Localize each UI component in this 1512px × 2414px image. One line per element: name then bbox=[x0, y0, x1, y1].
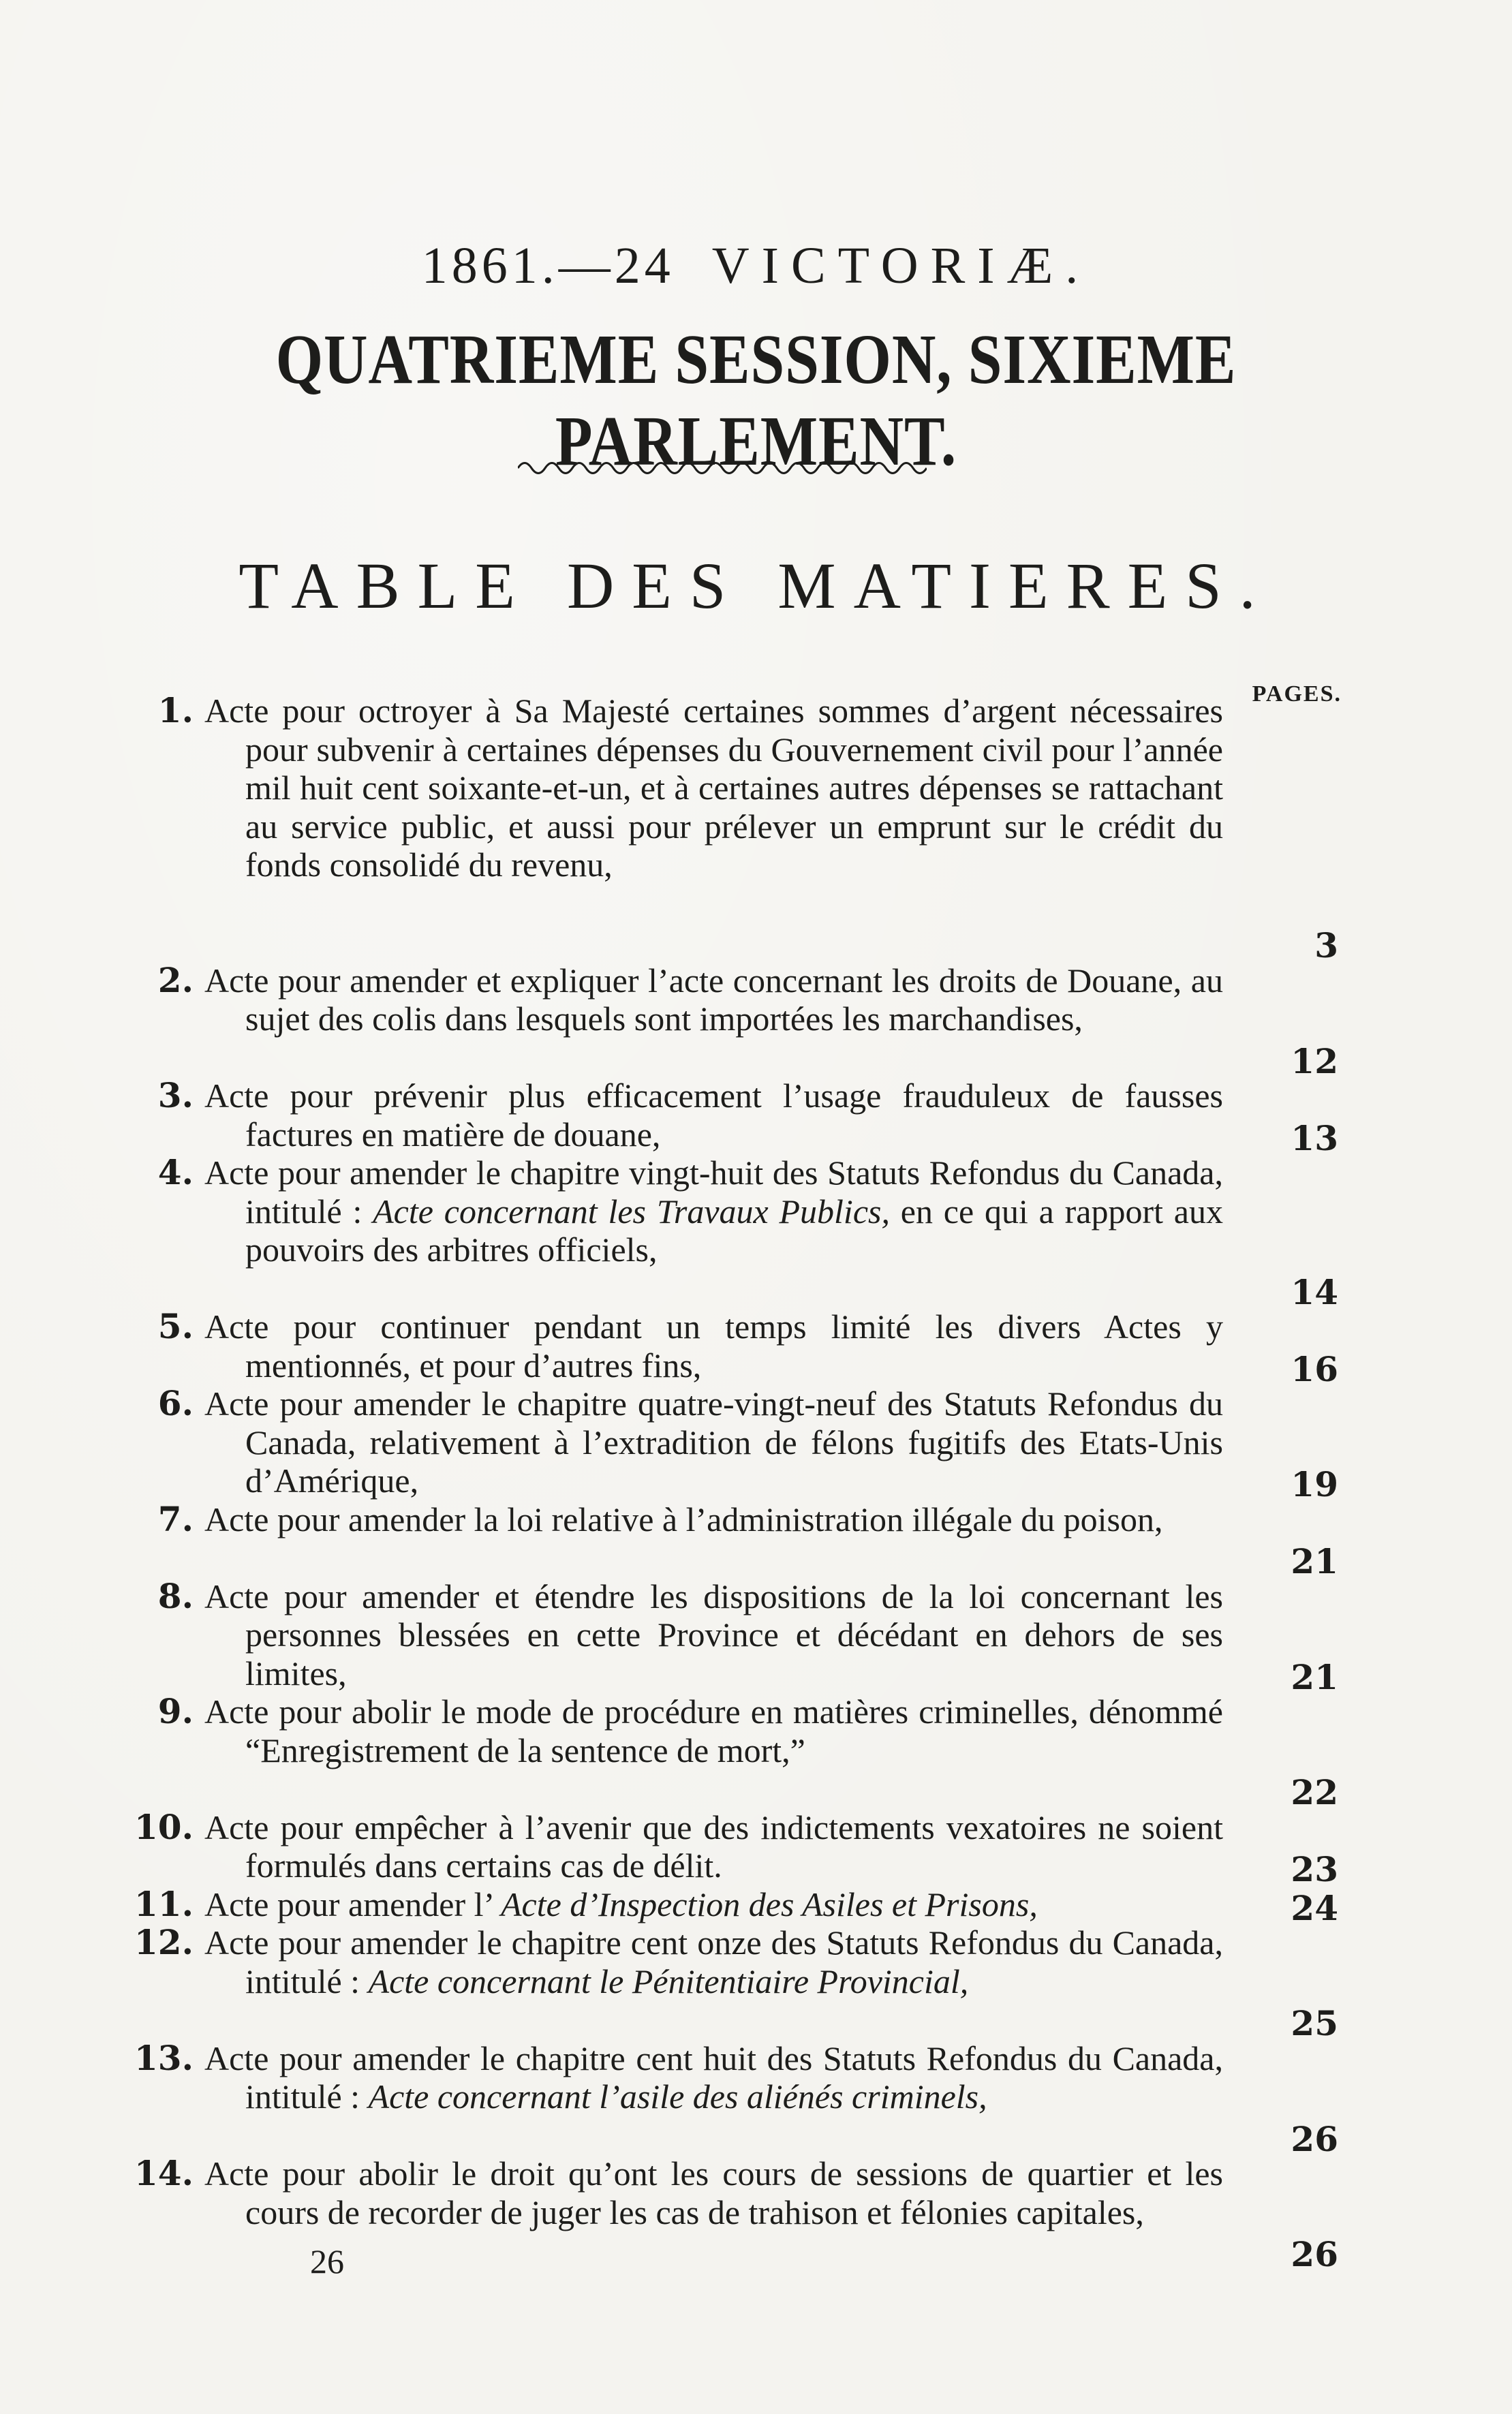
toc-entry bbox=[0, 1922, 1512, 2043]
entry-page-number: 21 bbox=[1291, 1541, 1338, 1581]
entry-body bbox=[204, 692, 1223, 884]
entry-page-number: 13 bbox=[1291, 1117, 1338, 1158]
entry-number: 9. bbox=[157, 1691, 194, 1731]
toc-entry bbox=[0, 959, 1512, 1081]
toc-entry bbox=[0, 2153, 1512, 2274]
entry-text bbox=[204, 1077, 1223, 1154]
entry-number: 7. bbox=[157, 1498, 194, 1539]
entry-number: 6. bbox=[157, 1383, 194, 1423]
toc-entry bbox=[0, 1075, 1512, 1158]
toc-list bbox=[0, 690, 1512, 2274]
toc-entry bbox=[0, 1883, 1512, 1928]
entry-body bbox=[204, 2154, 1223, 2231]
entry-text bbox=[204, 1577, 1223, 1693]
entry-text bbox=[204, 1307, 1223, 1384]
entry-page-number: 26 bbox=[1291, 2118, 1338, 2159]
entry-text bbox=[204, 961, 1223, 1038]
entry-body bbox=[204, 1577, 1223, 1693]
entry-text bbox=[204, 1885, 1223, 1924]
entry-body bbox=[204, 1808, 1223, 1885]
entry-body bbox=[204, 1307, 1223, 1384]
entry-text-italic: Acte concernant l’asile des aliénés criminels, bbox=[368, 2077, 987, 2116]
year-line: 1861.—24 bbox=[421, 237, 675, 294]
toc-entry bbox=[0, 1806, 1512, 1889]
entry-text-italic: Acte concernant le Pénitentiaire Provincial, bbox=[368, 1962, 969, 2000]
entry-body bbox=[204, 1077, 1223, 1154]
entry-page-number: 3 bbox=[1314, 925, 1338, 965]
entry-page-number: 25 bbox=[1291, 2003, 1338, 2043]
toc-entry bbox=[0, 1691, 1512, 1812]
entry-body bbox=[204, 1384, 1223, 1500]
entry-page-number: 22 bbox=[1291, 1772, 1338, 1812]
entry-page-number: 21 bbox=[1291, 1656, 1338, 1697]
entry-page-number: 14 bbox=[1291, 1271, 1338, 1312]
entry-number: 12. bbox=[134, 1922, 194, 1962]
entry-page-number: 24 bbox=[1291, 1887, 1338, 1928]
reign-line: VICTORIÆ. bbox=[711, 237, 1091, 294]
entry-text-after: en ce qui a rapport aux pouvoirs des arbitres officiels, bbox=[245, 1192, 1223, 1269]
entry-page-number: 12 bbox=[1291, 1040, 1338, 1081]
toc-entry bbox=[0, 1152, 1512, 1312]
entry-number: 3. bbox=[157, 1075, 194, 1115]
entry-page-number: 23 bbox=[1291, 1849, 1338, 1889]
entry-body bbox=[204, 2039, 1223, 2116]
entry-text-main: Acte pour octroyer à Sa Majesté certaines sommes d’argent nécessaires pour subvenir à certaines dépenses du Gouvernement civil pour l’année mil huit cent soixante-et-un, et à certaines autres dépenses se rattachant au service public, et aussi pour prélever un emprunt sur le crédit du fonds consolidé du revenu, bbox=[204, 692, 1223, 884]
entry-text-main: Acte pour empêcher à l’avenir que des indictements vexatoires ne soient formulés dans certains cas de délit. bbox=[204, 1808, 1223, 1885]
toc-entry bbox=[0, 1575, 1512, 1697]
entry-number: 10. bbox=[134, 1806, 194, 1847]
entry-number: 1. bbox=[157, 690, 194, 730]
entry-body bbox=[204, 1500, 1223, 1539]
entry-page-number: 19 bbox=[1291, 1464, 1338, 1504]
entry-text-main: Acte pour amender le chapitre quatre-vingt-neuf des Statuts Refondus du Canada, relativement à l’extradition de félons fugitifs des Etats-Unis d’Amérique, bbox=[204, 1384, 1223, 1500]
entry-text-main: Acte pour abolir le mode de procédure en matières criminelles, dénommé “Enregistrement de la sentence de mort,” bbox=[204, 1692, 1223, 1769]
toc-entry bbox=[0, 1383, 1512, 1504]
entry-text-main: Acte pour amender la loi relative à l’administration illégale du poison, bbox=[204, 1500, 1163, 1538]
entry-page-number: 16 bbox=[1291, 1348, 1338, 1389]
entry-text-main: Acte pour amender le chapitre vingt-huit des Statuts Refondus du Canada, intitulé : bbox=[204, 1154, 1223, 1231]
entry-text-italic: Acte d’Inspection des Asiles et Prisons, bbox=[501, 1885, 1038, 1923]
entry-text bbox=[204, 1384, 1223, 1500]
entry-text bbox=[204, 692, 1223, 884]
entry-page-number: 26 bbox=[1291, 2234, 1338, 2274]
entry-number: 2. bbox=[157, 959, 194, 1000]
entry-text bbox=[204, 1808, 1223, 1885]
entry-text-main: Acte pour amender et expliquer l’acte concernant les droits de Douane, au sujet des colis dans lesquels sont importées les marchandises, bbox=[204, 961, 1223, 1038]
entry-text bbox=[204, 1154, 1223, 1269]
entry-number: 14. bbox=[134, 2153, 194, 2193]
entry-text bbox=[204, 2154, 1223, 2231]
entry-number: 8. bbox=[157, 1575, 194, 1616]
toc-entry bbox=[0, 690, 1512, 965]
wavy-ornament bbox=[518, 458, 927, 478]
entry-number: 13. bbox=[134, 2037, 194, 2078]
toc-entry bbox=[0, 2037, 1512, 2159]
entry-text-main: Acte pour amender et étendre les dispositions de la loi concernant les personnes blessées en cette Province et décédant en dehors de ses limites, bbox=[204, 1577, 1223, 1692]
pages-column-label: PAGES. bbox=[1252, 681, 1342, 707]
year-reign-line bbox=[0, 235, 1512, 296]
signature-mark: 26 bbox=[310, 2242, 344, 2280]
entry-text-main: Acte pour amender l’ bbox=[204, 1885, 493, 1923]
toc-entry bbox=[0, 1306, 1512, 1389]
entry-body bbox=[204, 1692, 1223, 1769]
entry-number: 5. bbox=[157, 1306, 194, 1346]
entry-body bbox=[204, 1923, 1223, 2000]
entry-text-main: Acte pour abolir le droit qu’ont les cours de sessions de quartier et les cours de recorder de juger les cas de trahison et félonies capitales, bbox=[204, 2154, 1223, 2231]
toc-entry bbox=[0, 1498, 1512, 1581]
entry-body bbox=[204, 1885, 1223, 1924]
session-title: QUATRIEME SESSION, SIXIEME PARLEMENT. bbox=[275, 320, 1237, 480]
entry-text-main: Acte pour prévenir plus efficacement l’usage frauduleux de fausses factures en matière de douane, bbox=[204, 1077, 1223, 1154]
entry-text bbox=[204, 1923, 1223, 2000]
entry-text bbox=[204, 1500, 1223, 1539]
entry-text-main: Acte pour amender le chapitre cent huit des Statuts Refondus du Canada, intitulé : bbox=[204, 2039, 1223, 2116]
entry-text-main: Acte pour amender le chapitre cent onze des Statuts Refondus du Canada, intitulé : bbox=[204, 1923, 1223, 2000]
toc-title: TABLE DES MATIERES. bbox=[238, 549, 1274, 622]
entry-text-main: Acte pour continuer pendant un temps limité les divers Actes y mentionnés, et pour d’autres fins, bbox=[204, 1307, 1223, 1384]
entry-text bbox=[204, 1692, 1223, 1769]
entry-body bbox=[204, 1154, 1223, 1269]
entry-number: 11. bbox=[134, 1883, 194, 1924]
entry-text-italic: Acte concernant les Travaux Publics, bbox=[373, 1192, 890, 1231]
entry-body bbox=[204, 961, 1223, 1038]
entry-text bbox=[204, 2039, 1223, 2116]
entry-number: 4. bbox=[157, 1152, 194, 1192]
